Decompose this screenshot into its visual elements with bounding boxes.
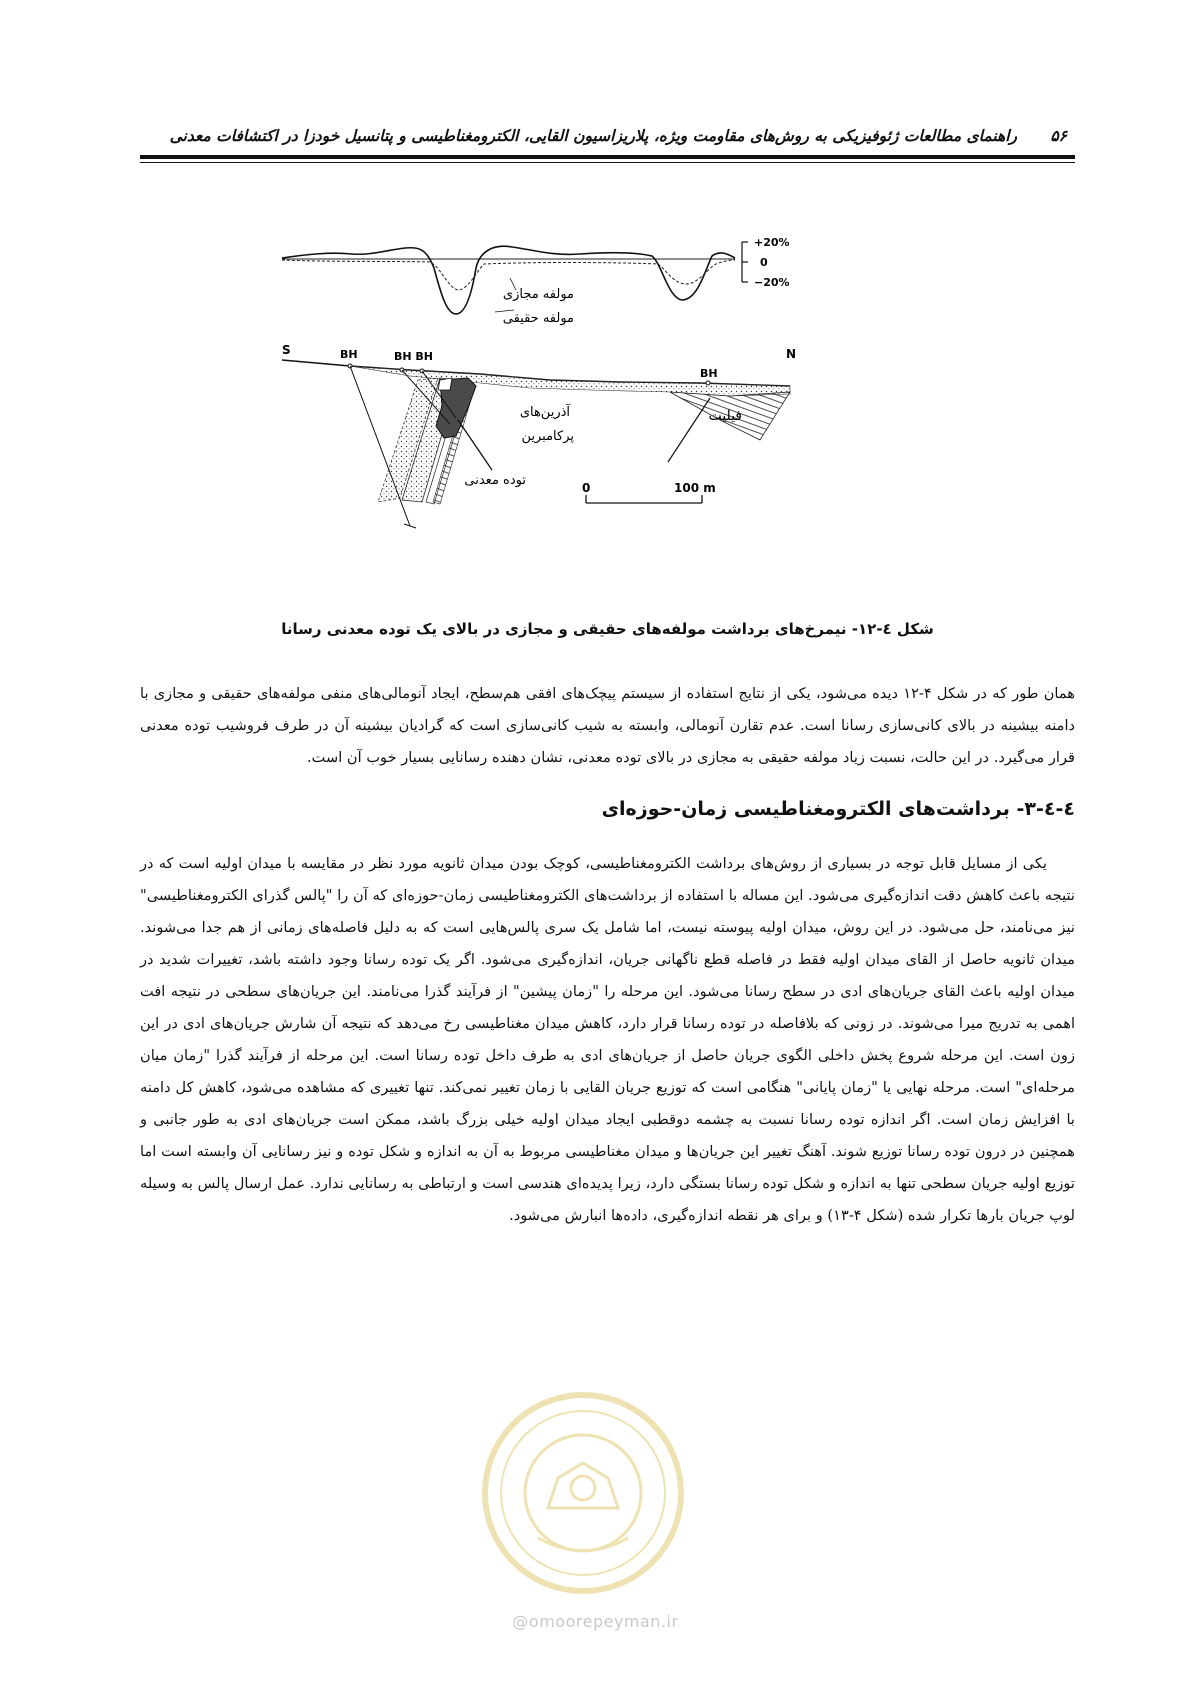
scale-zero: 0	[760, 256, 768, 269]
page-number: ۵۶	[1050, 126, 1067, 145]
label-real: مولفه حقیقی	[502, 311, 574, 326]
label-imaginary: مولفه مجازی	[502, 287, 574, 302]
label-bh-1: BH	[340, 348, 358, 361]
header-rule-thick	[140, 155, 1075, 159]
figure-em-profiles	[282, 236, 880, 580]
imaginary-component-curve	[282, 260, 735, 290]
label-bh-4: BH	[700, 367, 718, 380]
figure-caption: شکل ٤-١٢- نیمرخ‌های برداشت مولفه‌های حقیقی و مجازی در بالای یک توده معدنی رسانا	[281, 620, 934, 638]
label-south: S	[282, 343, 291, 357]
running-title: راهنمای مطالعات ژئوفیزیکی به روش‌های مقاومت ویژه، پلاریزاسیون القایی، الکترومغناطیسی و پتانسیل خودزا در اکتشافات معدنی	[169, 126, 1017, 145]
header-rule-thin	[140, 162, 1075, 163]
scale-minus20: −20%	[754, 276, 790, 289]
scale-100m: 100 m	[674, 481, 716, 495]
label-precambrian-2: پرکامبرین	[521, 429, 574, 444]
label-phyllite: فیلیت	[708, 408, 742, 424]
paragraph-1: همان طور که در شکل ۴-۱۲ دیده می‌شود، یکی از نتایج استفاده از سیستم پیچک‌های افقی هم‌سطح، ایجاد آنومالی‌های منفی مولفه‌های حقیقی و مجازی با دامنه بیشینه در بالای کانی‌سازی رسانا است. عدم تقارن آنومالی، وابسته به شیب کانی‌سازی است که گرادیان بیشینه آن در طرف فروشیب توده معدنی قرار می‌گیرد. در این حالت، نسبت زیاد مولفه حقیقی به مجازی در بالای توده معدنی، نشان دهنده رسانایی بسیار خوب آن است.	[140, 685, 1075, 766]
section-heading: ٤-٤-٣- برداشت‌های الکترومغناطیسی زمان-حوزه‌ای	[601, 798, 1075, 820]
label-orebody: توده معدنی	[464, 473, 526, 488]
real-component-curve	[282, 246, 735, 314]
scale-plus20: +20%	[754, 236, 790, 249]
label-bh-2-3: BH BH	[394, 350, 434, 363]
label-north: N	[786, 347, 797, 361]
page-header	[140, 122, 1075, 152]
figure-drawing	[282, 236, 880, 580]
paragraph-2: یکی از مسایل قابل توجه در بسیاری از روش‌های برداشت الکترومغناطیسی، کوچک بودن میدان ثانویه مورد نظر در مقایسه با میدان اولیه است که در نتیجه باعث کاهش دقت اندازه‌گیری می‌شود. این مساله با استفاده از برداشت‌های الکترومغناطیسی زمان-حوزه‌ای که آن را "پالس گذرای الکترومغناطیسی" نیز می‌نامند، حل می‌شود. در این روش، میدان اولیه پیوسته نیست، اما شامل یک سری پالس‌هایی است که به دلیل فاصله‌های زمانی از هم جدا می‌شوند. میدان ثانویه حاصل از القای میدان اولیه فقط در فاصله قطع ناگهانی جریان، اندازه‌گیری می‌شود. اگر یک توده رسانا وجود داشته باشد، تغییرات شدید در میدان اولیه باعث القای جریان‌های ادی در سطح رسانا می‌شود. این مرحله را "زمان پیشین" از فرآیند گذرا می‌نامند. این جریان‌های سطحی در نتیجه افت اهمی به تدریج میرا می‌شوند. در زونی که بلافاصله در توده رسانا قرار دارد، کاهش میدان مغناطیسی رخ می‌دهد که نتیجه آن شارش جریان‌های ادی در این زون است. این مرحله شروع پخش داخلی الگوی جریان حاصل از جریان‌های ادی به طرف داخل توده رسانا است. این مرحله از فرآیند گذرا "زمان میان مرحله‌ای" است. مرحله نهایی یا "زمان پایانی" هنگامی است که توزیع جریان القایی با زمان تغییر نمی‌کند. تنها تغییری که مشاهده می‌شود، کاهش کل دامنه با افزایش زمان است. اگر اندازه توده رسانا نسبت به چشمه دوقطبی ایجاد میدان اولیه خیلی بزرگ باشد، ممکن است جریان‌های ادی به طور جانبی و همچنین در درون توده رسانا توزیع شوند. آهنگ تغییر این جریان‌ها و میدان مغناطیسی مربوط به آن به اندازه و شکل توده و نیز رسانایی آن وابسته است اما توزیع اولیه جریان سطحی تنها به اندازه و شکل توده رسانا بستگی دارد، زیرا پدیده‌ای هندسی است و ارتباطی به رسانایی ندارد. عمل ارسال پالس به وسیله لوپ جریان بارها تکرار شده (شکل ۴-۱۳) و برای هر نقطه اندازه‌گیری، داده‌ها انبارش می‌شود.	[140, 855, 1075, 1224]
watermark-url: @omoorepeyman.ir	[512, 1612, 679, 1631]
scale-0: 0	[582, 481, 591, 495]
publisher-seal-watermark	[478, 1388, 688, 1598]
label-precambrian-1: آذرین‌های	[519, 405, 570, 420]
